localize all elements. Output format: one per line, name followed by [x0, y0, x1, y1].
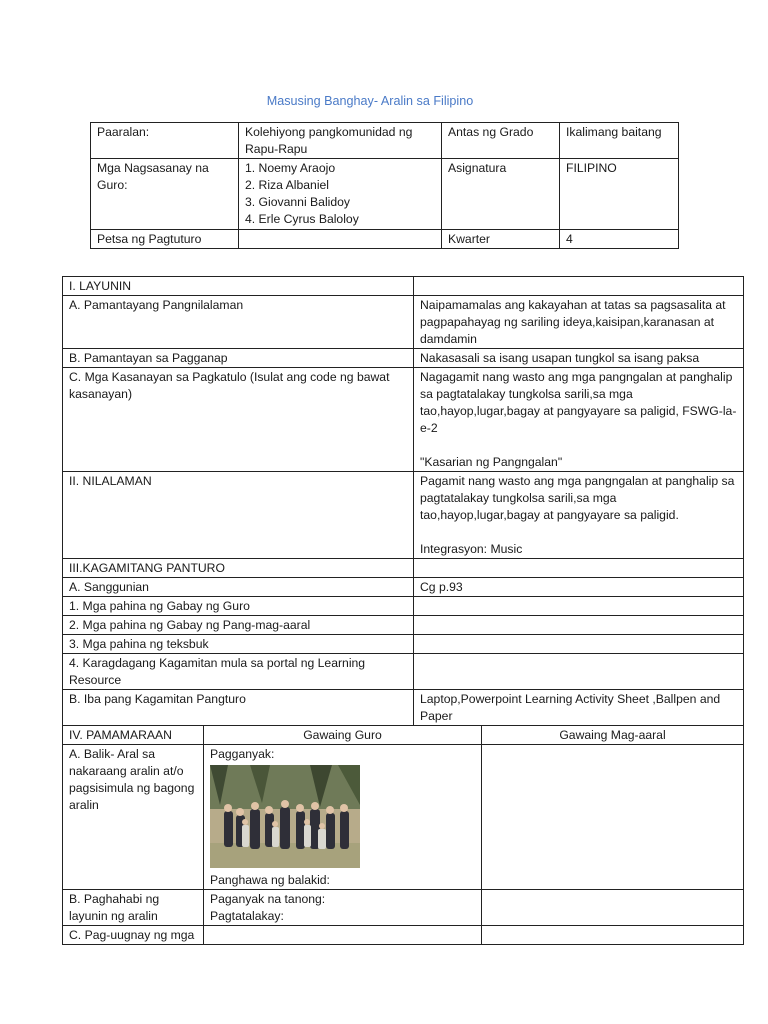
antas-value: Ikalimang baitang [560, 123, 679, 159]
pamantayan-pagganap-value: Nakasasali sa isang usapan tungkol sa isang paksa [414, 349, 744, 368]
petsa-value [239, 230, 442, 249]
sanggunian-label: A. Sanggunian [63, 578, 414, 597]
pamantayang-pangnilalaman-label: A. Pamantayang Pangnilalaman [63, 296, 414, 349]
guro-1: 1. Noemy Araojo [245, 161, 336, 175]
paghahabi-mag-aaral [482, 890, 744, 926]
karagdagang-kagamitan-label: 4. Karagdagang Kagamitan mula sa portal ng Learning Resource [63, 654, 414, 690]
guro-2: 2. Riza Albaniel [245, 178, 330, 192]
layunin-heading: I. LAYUNIN [63, 277, 414, 296]
gabay-guro-label: 1. Mga pahina ng Gabay ng Guro [63, 597, 414, 616]
paaralan-label: Paaralan: [91, 123, 239, 159]
pag-uugnay-label: C. Pag-uugnay ng mga [63, 926, 204, 945]
paghahabi-guro [204, 890, 482, 926]
pagganyak-label: Pagganyak: [210, 747, 275, 761]
guro-label: Mga Nagsasanay na Guro: [91, 159, 239, 230]
kasanayan-label: C. Mga Kasanayan sa Pagkatulo (Isulat ang code ng bawat kasanayan) [63, 368, 414, 472]
teksbuk-label: 3. Mga pahina ng teksbuk [63, 635, 414, 654]
kwarter-label: Kwarter [442, 230, 560, 249]
pamantayan-pagganap-label: B. Pamantayan sa Pagganap [63, 349, 414, 368]
petsa-label: Petsa ng Pagtuturo [91, 230, 239, 249]
antas-label: Antas ng Grado [442, 123, 560, 159]
panghawa-label: Panghawa ng balakid: [210, 873, 330, 887]
nilalaman-value [414, 472, 744, 559]
gawaing-guro-heading: Gawaing Guro [204, 726, 482, 745]
info-table [90, 122, 679, 249]
iba-kagamitan-value: Laptop,Powerpoint Learning Activity Sheet ,Ballpen and Paper [414, 690, 744, 726]
sanggunian-value: Cg p.93 [414, 578, 744, 597]
lesson-plan-table [62, 276, 744, 945]
balik-aral-label: A. Balik- Aral sa nakaraang aralin at/o pagsisimula ng bagong aralin [63, 745, 204, 890]
pamantayang-pangnilalaman-value: Naipamamalas ang kakayahan at tatas sa pagsasalita at pagpapahayag ng sariling ideya,kaisipan,karanasan at damdamin [414, 296, 744, 349]
paaralan-value: Kolehiyong pangkomunidad ng Rapu-Rapu [239, 123, 442, 159]
paganyak-tanong-label: Paganyak na tanong: [210, 892, 326, 906]
kwarter-value: 4 [560, 230, 679, 249]
guro-3: 3. Giovanni Balidoy [245, 195, 351, 209]
balik-aral-mag-aaral [482, 745, 744, 890]
asignatura-label: Asignatura [442, 159, 560, 230]
pamamaraan-heading: IV. PAMAMARAAN [63, 726, 204, 745]
paghahabi-label: B. Paghahabi ng layunin ng aralin [63, 890, 204, 926]
kasanayan-value [414, 368, 744, 472]
gawaing-mag-aaral-heading: Gawaing Mag-aaral [482, 726, 744, 745]
nilalaman-text: Pagamit nang wasto ang mga pangngalan at panghalip sa pagtatalakay tungkolsa sarili,sa mga tao,hayop,lugar,bagay at pangyayare sa paligid. [420, 474, 735, 522]
balik-aral-guro [204, 745, 482, 890]
family-photo [210, 765, 360, 868]
guro-list [239, 159, 442, 230]
integrasyon-text: Integrasyon: Music [420, 542, 523, 556]
kasanayan-topic: "Kasarian ng Pangngalan" [420, 455, 563, 469]
pagtatalakay-label: Pagtatalakay: [210, 909, 284, 923]
iba-kagamitan-label: B. Iba pang Kagamitan Pangturo [63, 690, 414, 726]
asignatura-value: FILIPINO [560, 159, 679, 230]
kagamitan-heading: III.KAGAMITANG PANTURO [63, 559, 414, 578]
kasanayan-text: Nagagamit nang wasto ang mga pangngalan at panghalip sa pagtatalakay tungkolsa sarili,sa mga tao,hayop,lugar,bagay at pangyayare sa paligid, FSWG-la-e-2 [420, 370, 737, 435]
gabay-mag-aaral-label: 2. Mga pahina ng Gabay ng Pang-mag-aaral [63, 616, 414, 635]
nilalaman-label: II. NILALAMAN [63, 472, 414, 559]
document-title: Masusing Banghay- Aralin sa Filipino [266, 94, 474, 108]
guro-4: 4. Erle Cyrus Baloloy [245, 212, 359, 226]
